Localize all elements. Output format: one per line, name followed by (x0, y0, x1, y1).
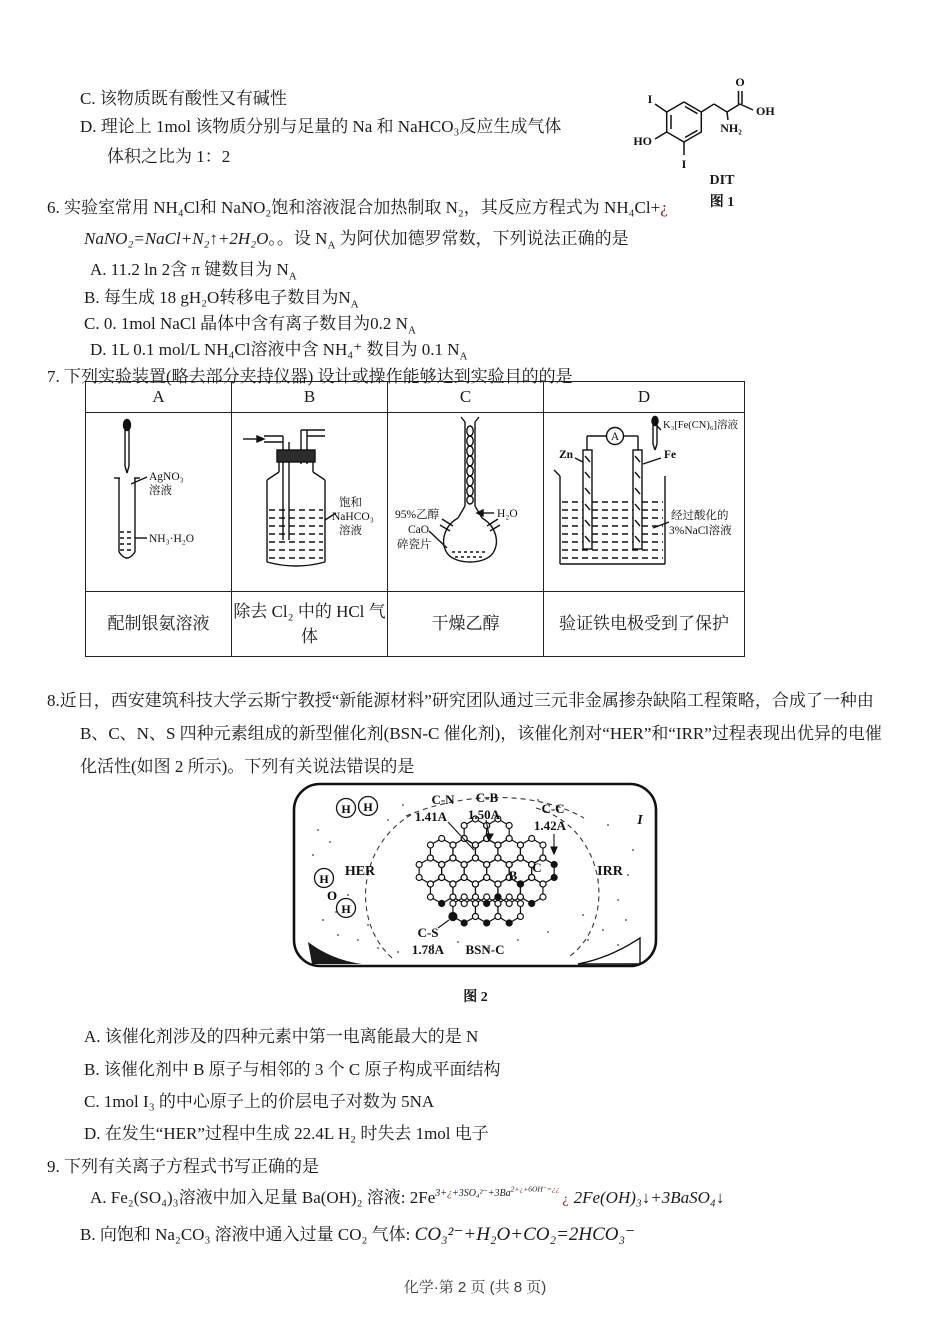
dit-structure-diagram (632, 70, 812, 172)
formula-error-mark: ¿¿ (551, 1185, 560, 1194)
apparatus-a-diagram (87, 414, 230, 586)
caption-a: 配制银氨溶液 (86, 592, 232, 657)
nahco3-label: NaHCO₃ (332, 510, 374, 523)
ammeter-label: A (610, 430, 620, 443)
formula-error-mark: ¿ (447, 1188, 453, 1200)
iodine-top-label: I (647, 92, 653, 106)
eq-superscript (435, 1185, 560, 1200)
apparatus-c-cell (388, 413, 544, 592)
carbon-atom-label: C (532, 860, 542, 875)
q6-option-b (84, 287, 359, 312)
q9-title: 9. 下列有关离子方程式书写正确的是 (47, 1157, 319, 1176)
irr-label: IRR (597, 864, 623, 879)
porcelain-label: 碎瓷片 (397, 538, 432, 551)
cn-bond-label: C-N (431, 792, 455, 807)
her-label: HER (344, 864, 376, 879)
figure1-caption: 图 1 (709, 195, 735, 210)
caption-b: 除去 Cl₂ 中的 HCl 气体 (232, 592, 388, 657)
formula-error-mark: ¿ (562, 1191, 569, 1207)
table-header-row (86, 382, 745, 413)
apparatus-d-diagram (545, 414, 743, 586)
zn-electrode-label: Zn (559, 448, 574, 461)
carbonate-equation: CO₃²⁻+H₂O+CO₂=2HCO₃⁻ (414, 1224, 636, 1245)
cb-bond-label: C-B (475, 790, 499, 805)
eq-frag: +6OH⁻= (523, 1185, 552, 1194)
q5-option-d-line2: 体积之比为 1：2 (107, 147, 231, 166)
corner-shade-right (578, 938, 640, 964)
q8-option-d: D. 在发生“HER”过程中生成 22.4L H₂ 时失去 1mol 电子 (84, 1124, 489, 1143)
figure2-caption: 图 2 (463, 990, 488, 1005)
h-label-2: H (363, 800, 373, 814)
eq-frag: 3+ (435, 1188, 448, 1200)
table-apparatus-row (86, 413, 745, 592)
q9-option-b (80, 1222, 635, 1248)
q6-option-d (90, 339, 467, 364)
reaction-equation: NaNO₂=NaCl+N₂↑+2H₂O (84, 229, 269, 248)
header-b: B (232, 382, 388, 413)
caption-d: 验证铁电极受到了保护 (544, 592, 745, 657)
na-subscript: A (327, 239, 336, 252)
solution-label: 溶液 (339, 524, 362, 537)
cn-length-label: 1.41A (414, 809, 448, 824)
eq-lead: A. Fe₂(SO₄)₃溶液中加入足量 Ba(OH)₂ 溶液: 2Fe (90, 1187, 436, 1207)
o-label: O (326, 888, 338, 903)
eq-superscript-inner (511, 1185, 560, 1194)
h-label-4: H (341, 902, 351, 916)
q5-option-d-line1: D. 理论上 1mol 该物质分别与足量的 Na 和 NaHCO₃反应生成气体 (80, 117, 562, 136)
q6-stem-text3: 为阿伏加德罗常数，下列说法正确的是 (335, 229, 629, 248)
q6-stem-text: 6. 实验室常用 NH₄Cl和 NaNO₂饱和溶液混合加热制取 N₂，其反应方程式为 NH₄Cl+ (47, 198, 661, 217)
carbonyl-o-label: O (735, 75, 745, 89)
boron-atom-label: B (508, 868, 518, 883)
q6-option-c (84, 313, 416, 338)
page-footer: 化学·第 2 页 (共 8 页) (403, 1279, 547, 1296)
nh2-label: NH₂ (720, 121, 742, 135)
eq-frag: +3SO₄²⁻+3Ba (452, 1188, 511, 1200)
experiment-table (85, 381, 745, 657)
q6-stem-line1 (47, 197, 668, 220)
solution-label: 溶液 (149, 484, 172, 497)
nacl-label: 3%NaCl溶液 (669, 524, 732, 537)
q8-option-b: B. 该催化剂中 B 原子与相邻的 3 个 C 原子构成平面结构 (84, 1060, 501, 1079)
hydrogen-circles (315, 797, 378, 918)
q5-option-c: C. 该物质既有酸性又有碱性 (80, 89, 287, 108)
q6-stem-text2: 。。设 N (268, 229, 328, 248)
q8-stem-line3: 化活性(如图 2 所示)。下列有关说法错误的是 (80, 757, 415, 776)
cs-length-label: 1.78A (411, 942, 445, 957)
h-label-3: H (319, 872, 329, 886)
q7-title: 7. 下列实验装置(略去部分夹持仪器) 设计或操作能够达到实验目的的是 (47, 367, 573, 386)
option-text: B. 向饱和 Na₂CO₃ 溶液中通入过量 CO₂ 气体: (80, 1225, 415, 1244)
bond-labels (412, 790, 567, 957)
acidified-label: 经过酸化的 (671, 509, 729, 522)
bsnc-label: BSN-C (465, 942, 505, 957)
hydroxy-label: HO (633, 134, 652, 148)
option-text: A. 11.2 ln 2含 π 键数目为 N (90, 260, 289, 279)
saturated-label: 饱和 (339, 496, 362, 509)
na-subscript: A (350, 298, 359, 311)
ferricyanide-label: K₃[Fe(CN)₆]溶液 (663, 419, 738, 431)
na-subscript: A (459, 350, 468, 363)
figure2-catalyst (288, 780, 663, 985)
molecule-name: DIT (709, 173, 735, 188)
q8-option-c: C. 1mol I₃ 的中心原子上的价层电子对数为 5NA (84, 1092, 435, 1111)
apparatus-b-cell (232, 413, 388, 592)
cc-length-label: 1.42A (533, 818, 567, 833)
process-labels (345, 813, 643, 879)
apparatus-d-cell (544, 413, 745, 592)
q9-option-a (90, 1185, 724, 1210)
bsnc-structure-diagram (288, 780, 663, 980)
option-text: B. 每生成 18 gH₂O转移电子数目为N (84, 288, 351, 307)
table-caption-row (86, 592, 745, 657)
header-d: D (544, 382, 745, 413)
q8-stem-line1: 8.近日，西安建筑科技大学云斯宁教授“新能源材料”研究团队通过三元非金属掺杂缺陷工程策略，合成了一种由 (47, 691, 874, 710)
iodine-bottom-label: I (681, 157, 687, 171)
q8-stem-line2: B、C、N、S 四种元素组成的新型催化剂(BSN-C 催化剂)，该催化剂对“HER”和“IRR”过程表现出优异的电催 (80, 724, 882, 743)
caption-c: 干燥乙醇 (388, 592, 544, 657)
agno3-label: AgNO₃ (149, 470, 184, 483)
q8-option-a: A. 该催化剂涉及的四种元素中第一电离能最大的是 N (84, 1027, 479, 1046)
option-text: D. 1L 0.1 mol/L NH₄Cl溶液中含 NH₄⁺ 数目为 0.1 N (90, 340, 460, 359)
cs-bond-label: C-S (417, 925, 439, 940)
cc-bond-label: C-C (541, 801, 565, 816)
option-text: C. 0. 1mol NaCl 晶体中含有离子数目为0.2 N (84, 314, 408, 333)
oh-label: OH (756, 104, 775, 118)
h-label-1: H (341, 802, 351, 816)
ammonia-label: NH₃·H₂O (149, 532, 195, 545)
apparatus-b-diagram (233, 414, 386, 586)
q6-stem-line2 (84, 228, 629, 253)
fe-electrode-label: Fe (664, 448, 677, 461)
na-subscript: A (288, 270, 297, 283)
water-label: H₂O (497, 507, 518, 520)
iodine-label: I (637, 813, 643, 828)
apparatus-a-cell (86, 413, 232, 592)
formula-error-mark: ¿ (660, 198, 668, 217)
eq-products: 2Fe(OH)₃↓+3BaSO₄↓ (573, 1187, 725, 1207)
formula-error-mark: ¿ (519, 1185, 524, 1194)
header-a: A (86, 382, 232, 413)
apparatus-c-diagram (389, 414, 542, 586)
na-subscript: A (407, 324, 416, 337)
header-c: C (388, 382, 544, 413)
eq-frag: 2+ (510, 1185, 520, 1194)
atom-labels (633, 75, 775, 171)
cao-label: CaO (408, 523, 430, 536)
ethanol-label: 95%乙醇 (395, 508, 440, 521)
q6-option-a (90, 259, 297, 284)
cb-length-label: 1.50A (467, 807, 501, 822)
corner-shade-left (308, 942, 362, 964)
figure1-molecule (632, 70, 812, 211)
